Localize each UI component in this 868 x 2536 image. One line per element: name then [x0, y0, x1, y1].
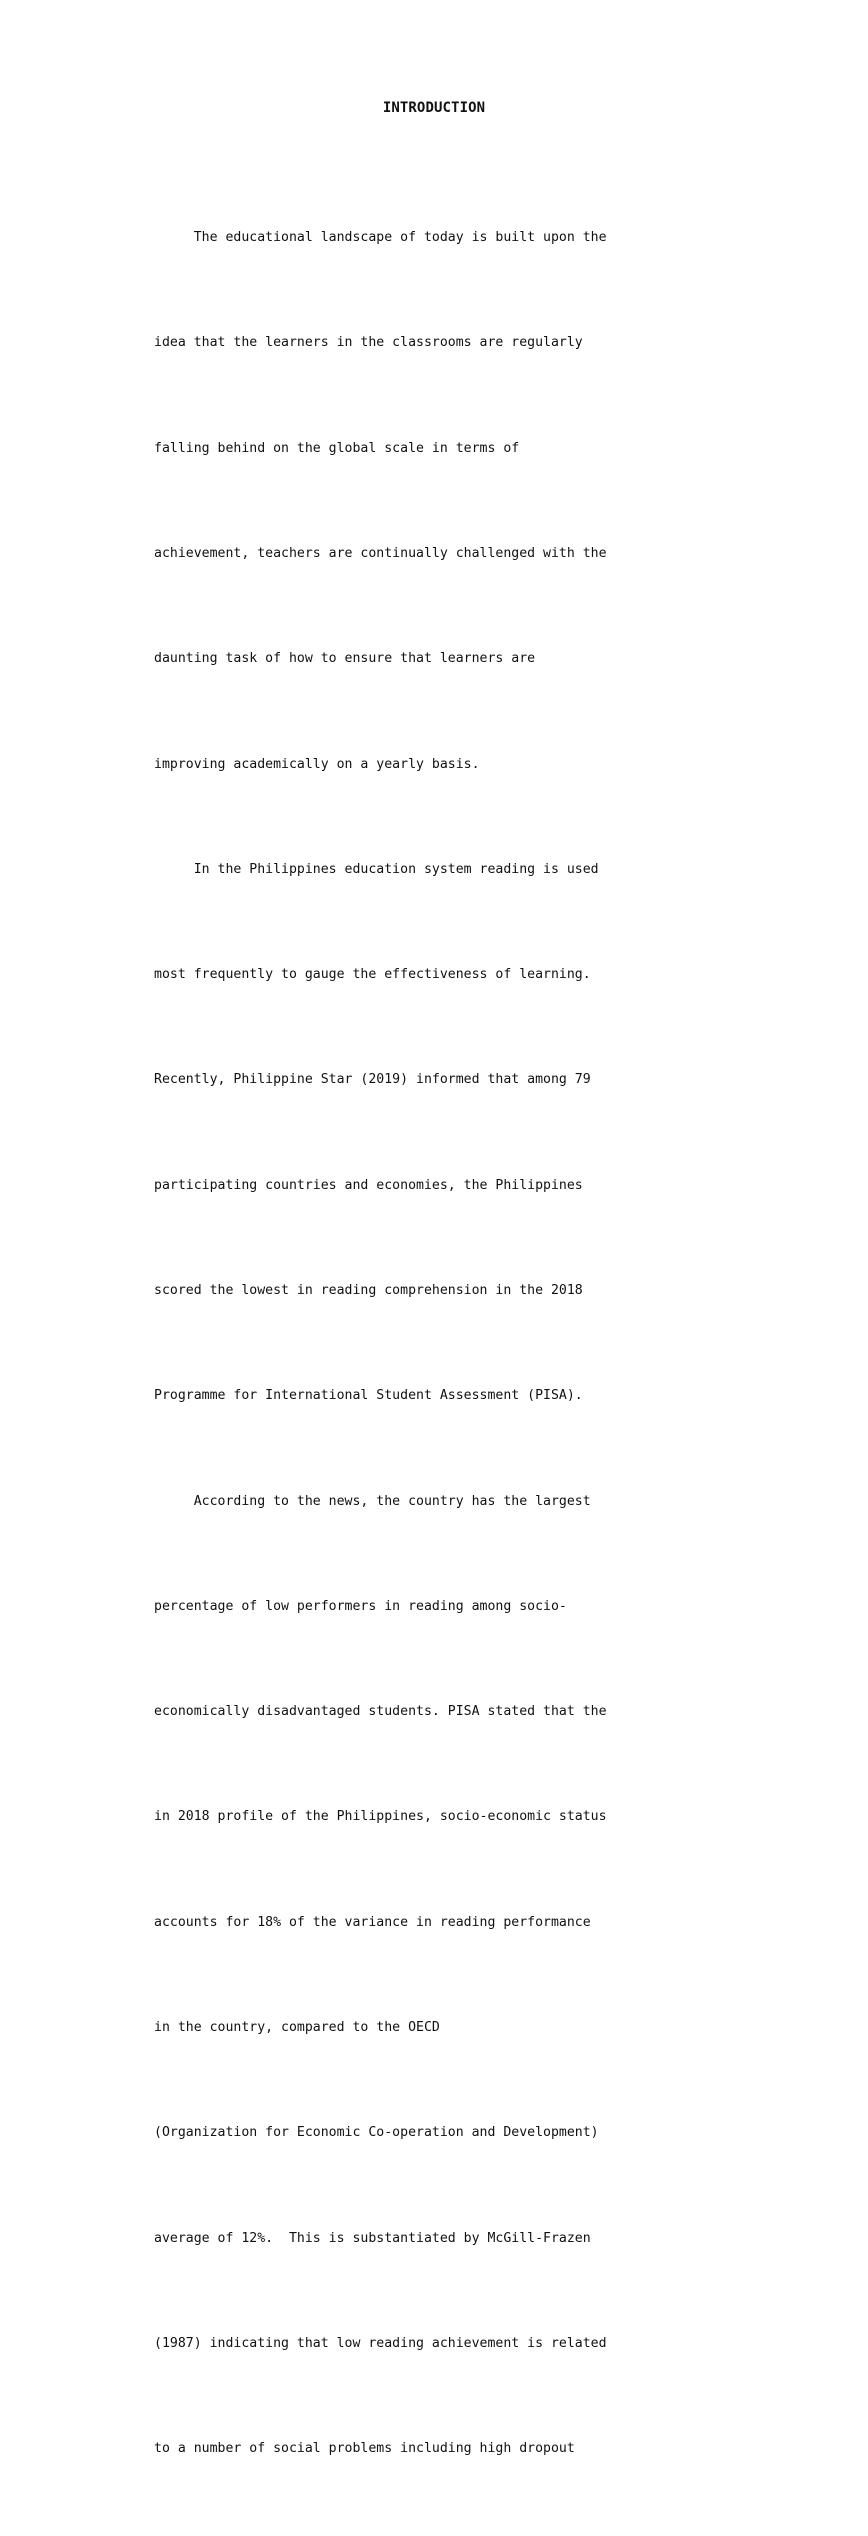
- text-line: improving academically on a yearly basis.: [154, 756, 480, 772]
- text-line: Recently, Philippine Star (2019) informed that among 79: [154, 1072, 591, 1088]
- text-line: daunting task of how to ensure that learners are: [154, 651, 536, 667]
- text-line: percentage of low performers in reading among socio-: [154, 1598, 567, 1614]
- text-line: (Organization for Economic Co-operation and Development): [154, 2125, 599, 2141]
- text-line: (1987) indicating that low reading achievement is related: [154, 2335, 607, 2351]
- text-line: average of 12%. This is substantiated by McGill-Frazen: [154, 2230, 591, 2246]
- text-line: The educational landscape of today is built upon the: [154, 230, 607, 246]
- text-line: participating countries and economies, the Philippines: [154, 1177, 583, 1193]
- text-line: Programme for International Student Assessment (PISA).: [154, 1388, 583, 1404]
- text-line: falling behind on the global scale in terms of: [154, 440, 520, 456]
- text-line: accounts for 18% of the variance in reading performance: [154, 1914, 591, 1930]
- text-line: to a number of social problems including high dropout: [154, 2441, 575, 2457]
- text-line: in 2018 profile of the Philippines, socio-economic status: [154, 1809, 607, 1825]
- text-line: achievement, teachers are continually challenged with the: [154, 546, 607, 562]
- text-line: economically disadvantaged students. PISA stated that the: [154, 1704, 607, 1720]
- text-line: In the Philippines education system reading is used: [154, 861, 599, 877]
- body-text: [154, 150, 694, 2536]
- text-line: most frequently to gauge the effectiveness of learning.: [154, 967, 591, 983]
- text-line: According to the news, the country has the largest: [154, 1493, 591, 1509]
- page-title: INTRODUCTION: [382, 100, 486, 116]
- text-line: idea that the learners in the classrooms are regularly: [154, 335, 583, 351]
- text-line: scored the lowest in reading comprehension in the 2018: [154, 1283, 583, 1298]
- text-line: in the country, compared to the OECD: [154, 2019, 440, 2035]
